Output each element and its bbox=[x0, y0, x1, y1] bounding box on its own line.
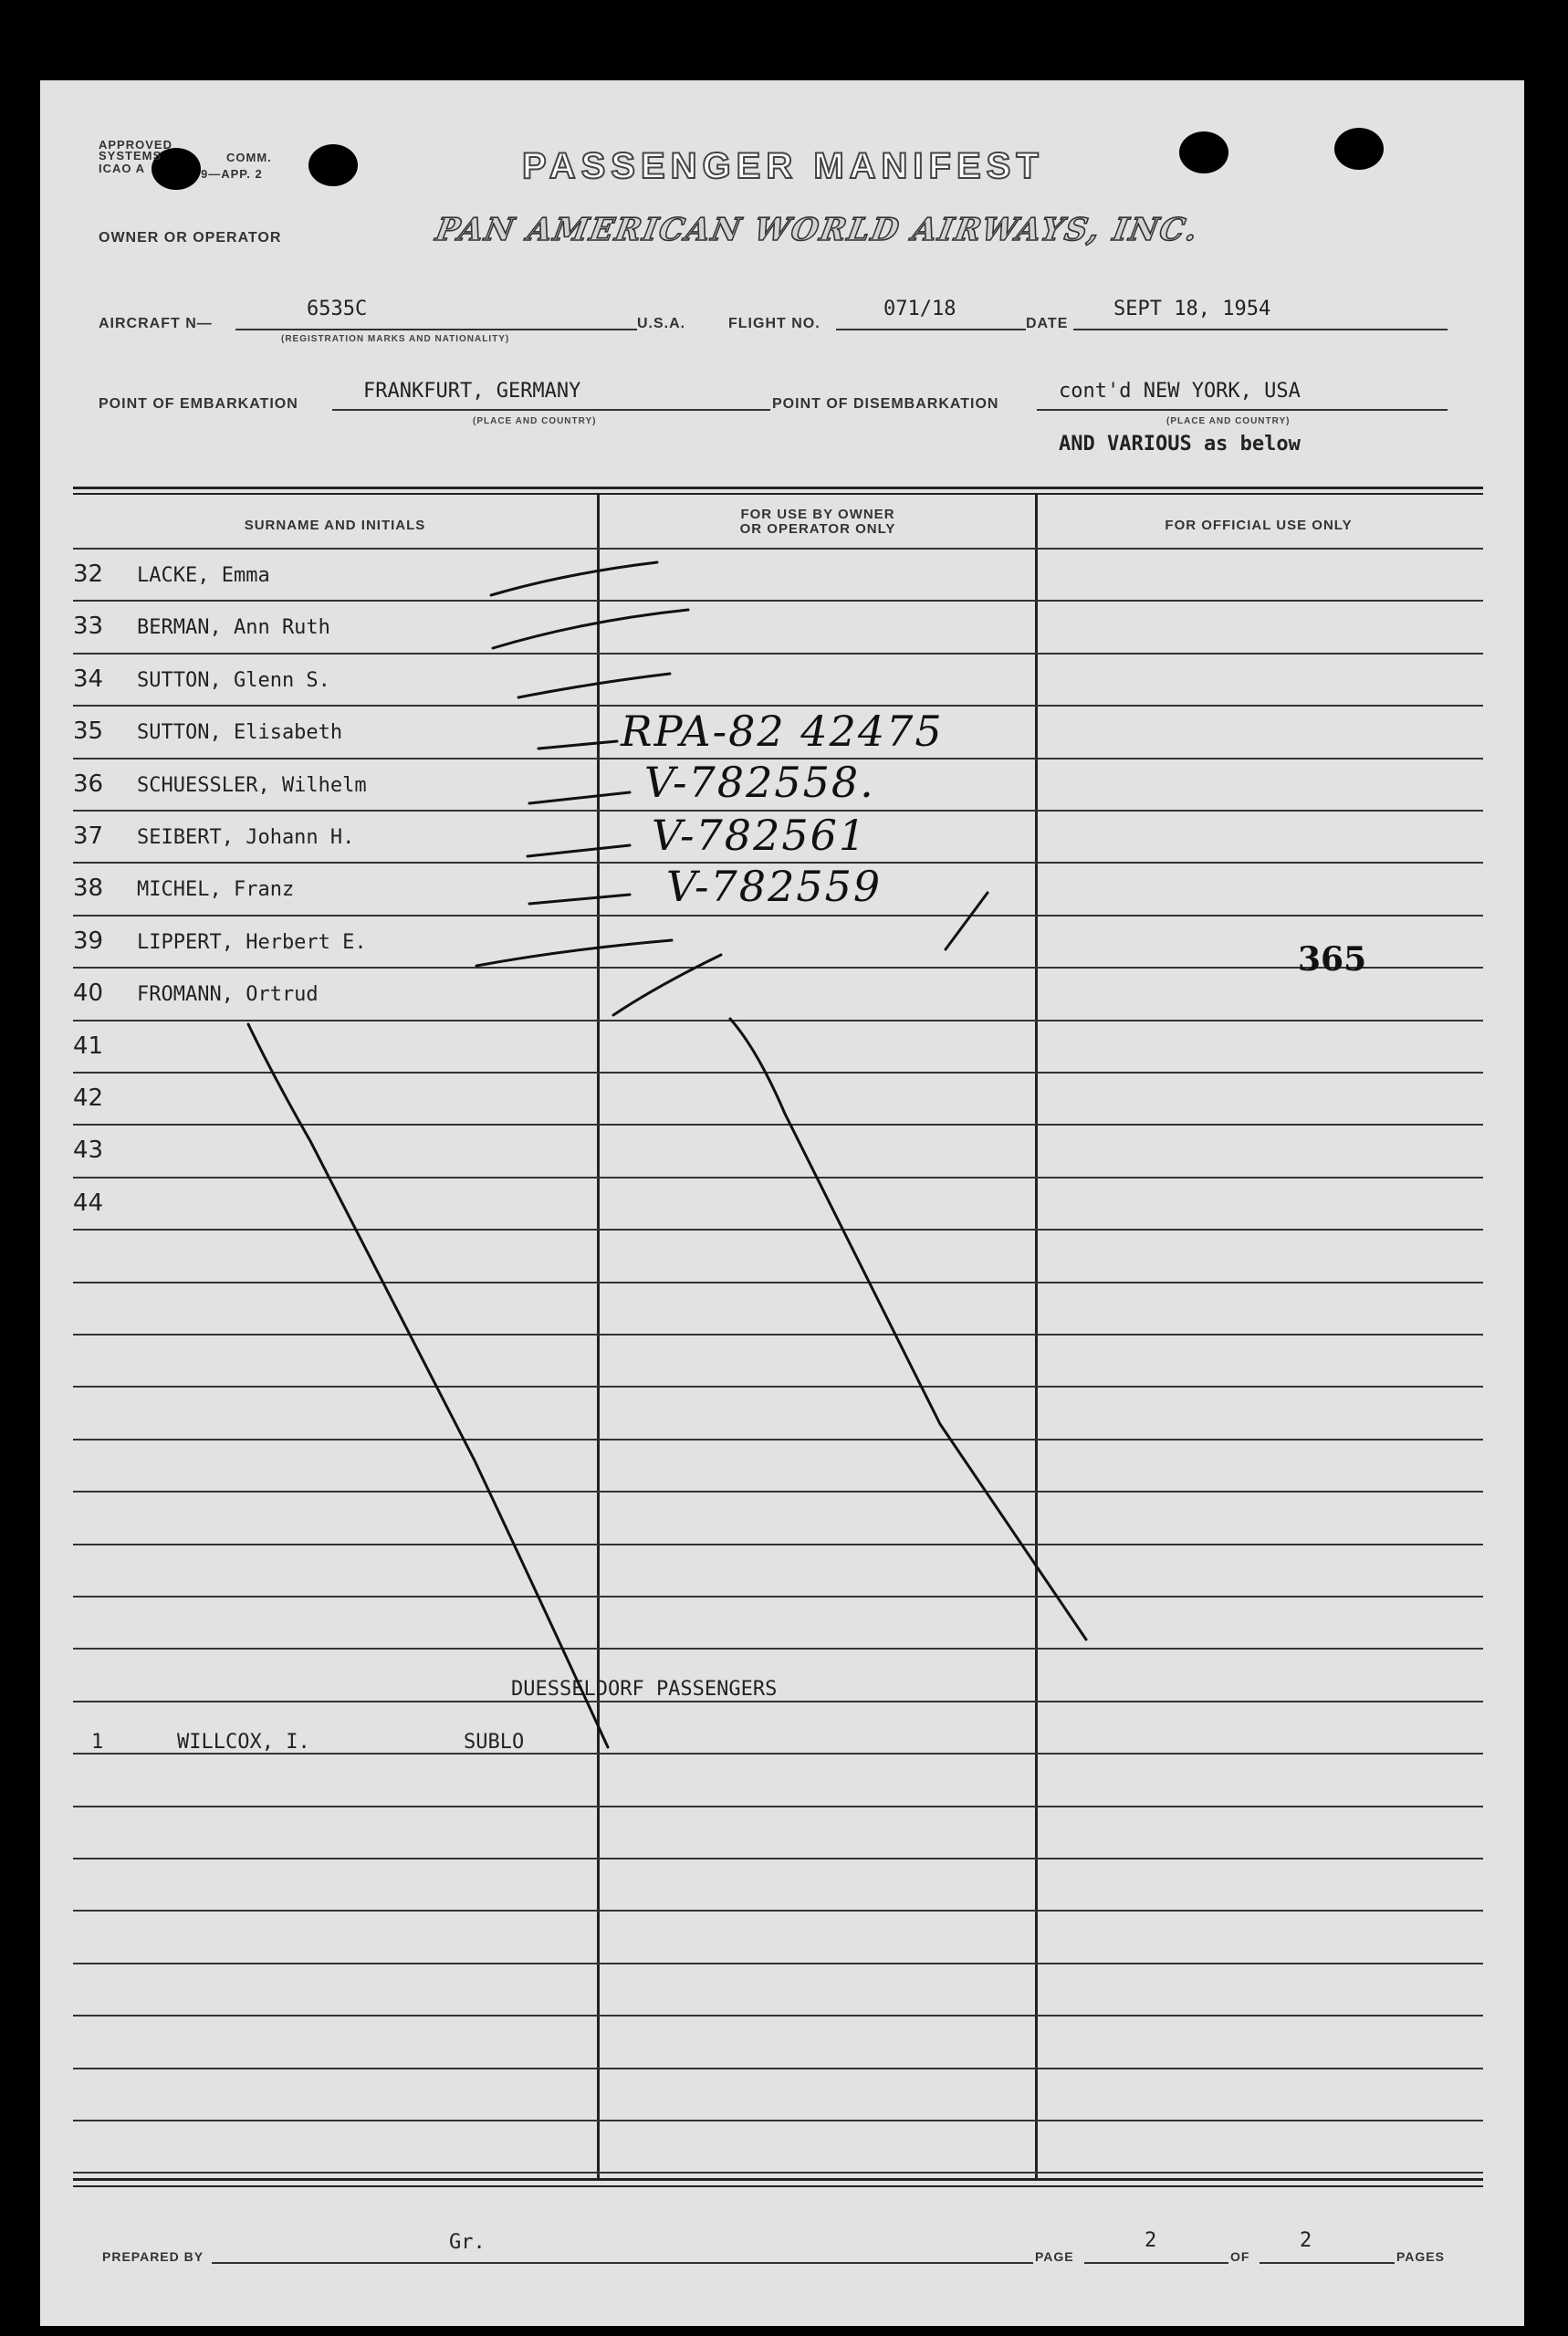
row-number: 33 bbox=[73, 613, 104, 640]
of-value: 2 bbox=[1300, 2229, 1312, 2252]
passenger-name: SUTTON, Elisabeth bbox=[137, 721, 343, 744]
dash-mark-32 bbox=[491, 562, 657, 595]
approval-line-2: SYSTEMS bbox=[99, 149, 162, 162]
approval-line-1: APPROVED bbox=[99, 138, 172, 152]
diagonal-strike-right bbox=[730, 1019, 1086, 1639]
column-header-owner: FOR USE BY OWNER OR OPERATOR ONLY bbox=[739, 507, 896, 537]
row-number: 44 bbox=[73, 1189, 104, 1217]
page-title: PASSENGER MANIFEST bbox=[522, 146, 1044, 186]
handwritten-visa-number: RPA-82 42475 bbox=[621, 707, 944, 756]
pages-label: PAGES bbox=[1396, 2249, 1445, 2264]
row-number: 32 bbox=[73, 560, 104, 588]
aircraft-value: 6535C bbox=[307, 298, 368, 320]
page-label: PAGE bbox=[1035, 2249, 1074, 2264]
aircraft-sub: (REGISTRATION MARKS AND NATIONALITY) bbox=[281, 334, 510, 344]
disembarkation-extra: AND VARIOUS as below bbox=[1059, 433, 1301, 456]
row-number: 41 bbox=[73, 1032, 104, 1060]
operator-name: PAN AMERICAN WORLD AIRWAYS, INC. bbox=[433, 212, 1202, 248]
embarkation-value: FRANKFURT, GERMANY bbox=[363, 380, 581, 403]
handwritten-visa-number: V-782559 bbox=[666, 862, 883, 911]
dash-mark-39 bbox=[476, 940, 672, 966]
row-number: 37 bbox=[73, 822, 104, 850]
dash-mark-33 bbox=[493, 610, 688, 648]
passenger-name: SEIBERT, Johann H. bbox=[137, 826, 355, 849]
row-number: 34 bbox=[73, 665, 104, 693]
duesseldorf-num: 1 bbox=[91, 1731, 104, 1754]
row-number: 40 bbox=[73, 979, 104, 1007]
duesseldorf-code: SUBLO bbox=[464, 1731, 525, 1754]
passenger-name: BERMAN, Ann Ruth bbox=[137, 616, 330, 639]
duesseldorf-name: WILLCOX, I. bbox=[177, 1731, 310, 1754]
prepared-by-label: PREPARED BY bbox=[102, 2249, 204, 2264]
row-number: 42 bbox=[73, 1084, 104, 1112]
disembarkation-sub: (PLACE AND COUNTRY) bbox=[1166, 416, 1291, 426]
row-number: 35 bbox=[73, 718, 104, 745]
handwritten-visa-number: V-782561 bbox=[652, 811, 868, 860]
handwritten-visa-number: V-782558. bbox=[644, 758, 875, 807]
dash-mark-34 bbox=[518, 674, 670, 697]
tick-mark-40 bbox=[613, 955, 721, 1015]
approval-line-2b: COMM. bbox=[226, 151, 272, 164]
dash-mark-35 bbox=[538, 741, 617, 749]
embarkation-sub: (PLACE AND COUNTRY) bbox=[473, 416, 597, 426]
passenger-name: SCHUESSLER, Wilhelm bbox=[137, 774, 367, 797]
column-header-surname: SURNAME AND INITIALS bbox=[244, 518, 426, 533]
disembarkation-label: POINT OF DISEMBARKATION bbox=[772, 396, 999, 412]
page-value: 2 bbox=[1145, 2229, 1157, 2252]
approval-line-3: ICAO A bbox=[99, 162, 146, 175]
flight-value: 071/18 bbox=[883, 298, 956, 320]
dash-mark-38 bbox=[529, 895, 630, 904]
prepared-by-value: Gr. bbox=[449, 2231, 486, 2254]
passenger-name: FROMANN, Ortrud bbox=[137, 983, 319, 1006]
date-value: SEPT 18, 1954 bbox=[1113, 298, 1271, 320]
hw-slash-38 bbox=[946, 893, 988, 949]
row-number: 43 bbox=[73, 1137, 104, 1164]
disembarkation-value: cont'd NEW YORK, USA bbox=[1059, 380, 1301, 403]
operator-label: OWNER OR OPERATOR bbox=[99, 230, 282, 246]
dash-mark-36 bbox=[529, 792, 630, 803]
row-number: 38 bbox=[73, 875, 104, 902]
duesseldorf-heading: DUESSELDORF PASSENGERS bbox=[511, 1678, 778, 1701]
embarkation-label: POINT OF EMBARKATION bbox=[99, 396, 298, 412]
diagonal-strike-left bbox=[248, 1024, 608, 1747]
official-stamp: 365 bbox=[1298, 940, 1367, 979]
dash-mark-37 bbox=[528, 845, 630, 856]
approval-line-3b: 9—APP. 2 bbox=[201, 167, 263, 181]
column-header-official: FOR OFFICIAL USE ONLY bbox=[1165, 518, 1353, 533]
date-label: DATE bbox=[1026, 316, 1069, 331]
aircraft-label: AIRCRAFT N— bbox=[99, 316, 213, 331]
of-label: OF bbox=[1230, 2249, 1250, 2264]
passenger-name: MICHEL, Franz bbox=[137, 878, 295, 901]
passenger-name: SUTTON, Glenn S. bbox=[137, 669, 330, 692]
row-number: 39 bbox=[73, 927, 104, 955]
passenger-name: LIPPERT, Herbert E. bbox=[137, 931, 367, 954]
flight-label: FLIGHT NO. bbox=[728, 316, 821, 331]
usa-label: U.S.A. bbox=[637, 316, 686, 331]
passenger-name: LACKE, Emma bbox=[137, 564, 270, 587]
row-number: 36 bbox=[73, 770, 104, 798]
